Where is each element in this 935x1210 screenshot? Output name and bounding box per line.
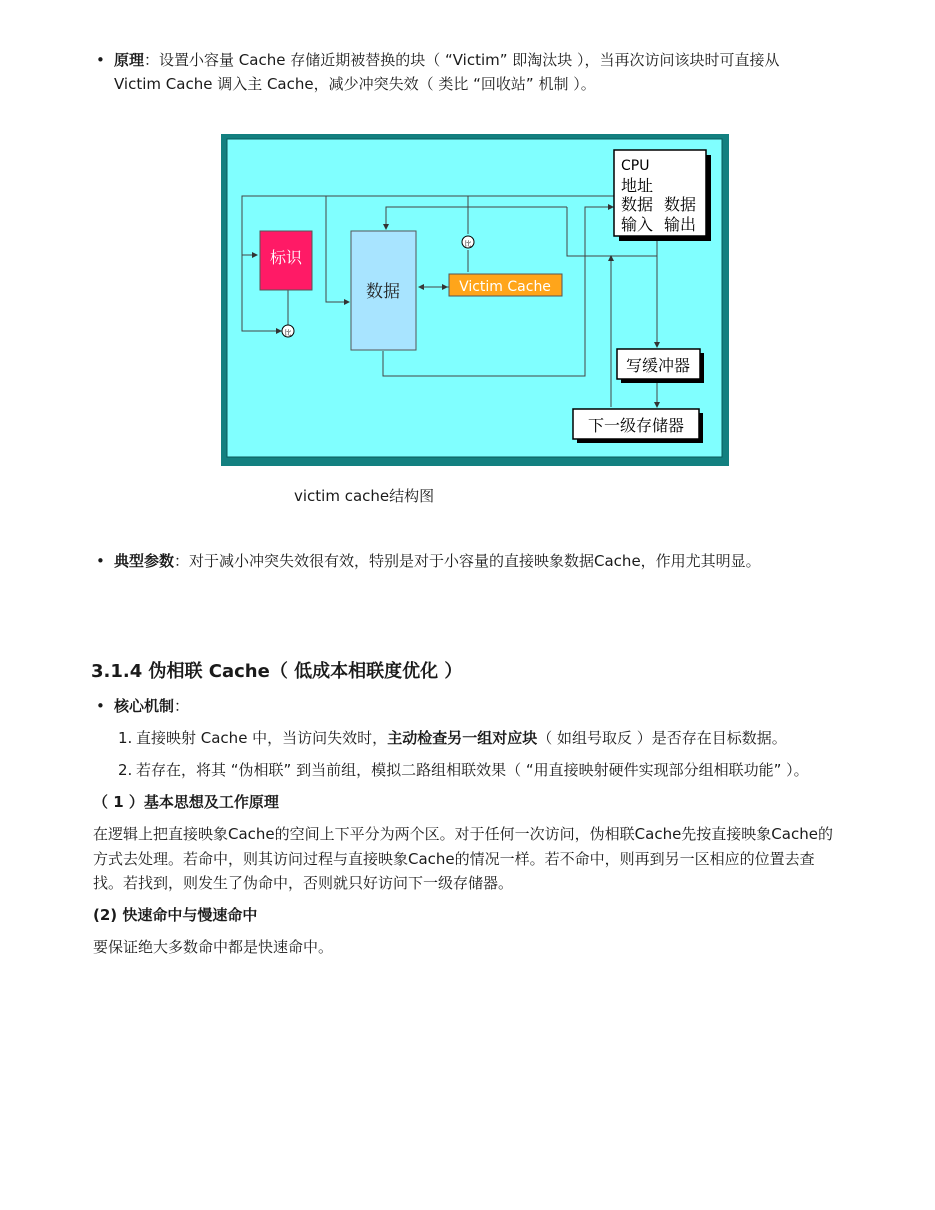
data-label: 数据: [366, 282, 400, 302]
tag-comparator-icon: [282, 325, 294, 337]
subheading-fast-slow-hit: (2) 快速命中与慢速命中: [93, 906, 258, 924]
figure-caption: victim cache结构图: [294, 487, 435, 505]
list-number: 1.: [118, 729, 133, 747]
write-buffer-label: 写缓冲器: [625, 356, 691, 375]
bullet-principle: [96, 48, 816, 96]
bullet-label: 典型参数: [114, 552, 175, 570]
list-number: 2.: [118, 761, 133, 779]
section-heading: 3.1.4 伪相联 Cache（ 低成本相联度优化 ）: [91, 661, 463, 682]
bullet-text: ：对于减小冲突失效很有效，特别是对于小容量的直接映象数据Cache，作用尤其明显。: [174, 552, 761, 570]
compare-symbol-2: 比: [464, 240, 472, 248]
tag-box: [260, 231, 312, 290]
data-block: [351, 231, 416, 350]
list-item: [118, 726, 838, 750]
list-text-post: （ 如组号取反 ）是否存在目标数据。: [537, 729, 787, 747]
cpu-address-label: 地址: [621, 176, 654, 195]
bullet-dot: •: [96, 697, 105, 715]
next-level-memory-box: [573, 409, 703, 443]
list-text-pre: 若存在，将其 “伪相联” 到当前组，模拟二路组相联效果（ “用直接映射硬件实现部分组相联功能” ）。: [136, 761, 809, 779]
cpu-data-in-label: 数据: [621, 195, 654, 214]
victim-cache-label: Victim Cache: [459, 279, 551, 295]
write-buffer-box: [617, 349, 704, 383]
subheading-basic-idea: （ 1 ）基本思想及工作原理: [93, 793, 279, 811]
bullet-text: ：: [174, 697, 190, 715]
bullet-label: 原理: [114, 51, 145, 69]
list-text-bold: 主动检查另一组对应块: [387, 729, 538, 747]
bullet-dot: •: [96, 51, 105, 69]
cpu-data-out-label: 数据: [664, 195, 697, 214]
bullet-dot: •: [96, 552, 105, 570]
victim-cache-box: [449, 274, 562, 296]
tag-label: 标识: [269, 248, 303, 267]
victim-comparator-icon: [462, 236, 474, 248]
list-item: [118, 758, 838, 782]
compare-symbol: 比: [284, 329, 292, 337]
list-text-pre: 直接映射 Cache 中，当访问失效时，: [136, 729, 388, 747]
next-level-label: 下一级存储器: [587, 416, 685, 435]
cpu-input-label: 输入: [621, 215, 654, 234]
cpu-output-label: 输出: [664, 215, 697, 234]
bullet-label: 核心机制: [114, 697, 175, 715]
bullet-core-mechanism: [96, 694, 816, 718]
paragraph-basic-idea: 在逻辑上把直接映象Cache的空间上下平分为两个区。对于任何一次访问，伪相联Cache先按直接映象Cache的方式去处理。若命中，则其访问过程与直接映象Cache的情况一样。若不命中，则再到另一区相应的位置去查找。若找到，则发生了伪命中，否则就只好访问下一级存储器。: [93, 825, 833, 892]
cpu-box: [614, 150, 711, 241]
cpu-label: CPU: [621, 158, 650, 174]
paragraph-fast-hit: 要保证绝大多数命中都是快速命中。: [93, 938, 334, 956]
bullet-typical-params: [96, 549, 816, 573]
bullet-text: ：设置小容量 Cache 存储近期被替换的块（ “Victim” 即淘汰块 ），当再次访问该块时可直接从 Victim Cache 调入主 Cache，减少冲突失效（ 类比 “回收站” 机制 ）。: [114, 51, 780, 93]
victim-cache-diagram: [221, 134, 729, 466]
